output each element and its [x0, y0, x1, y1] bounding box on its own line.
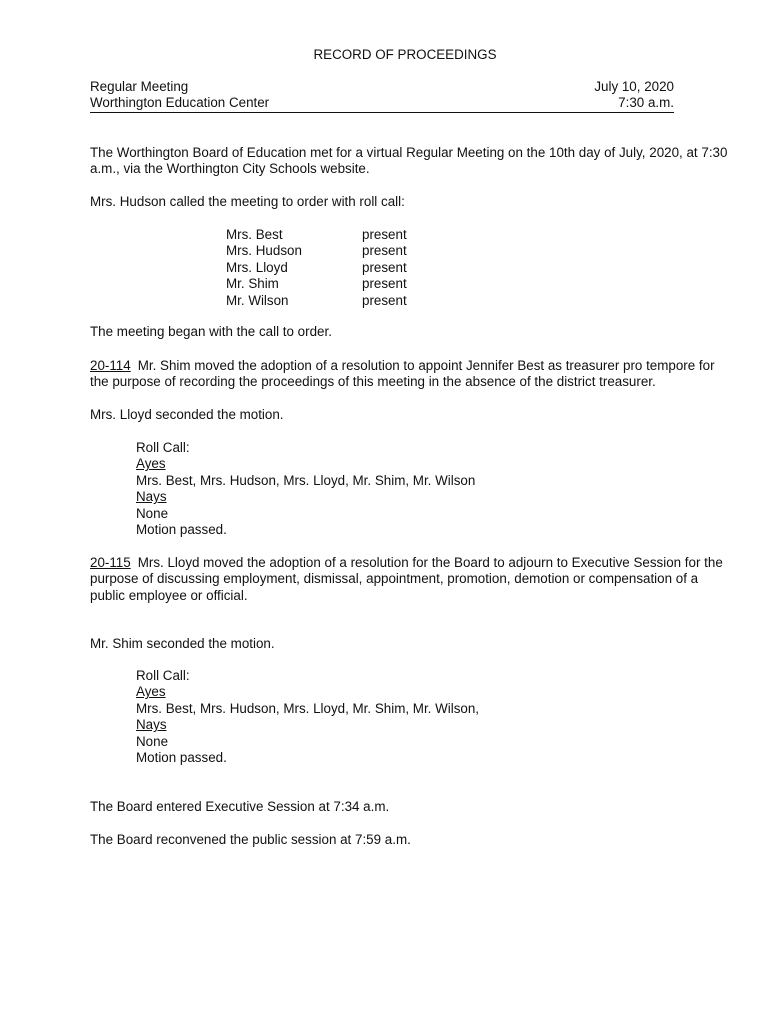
roll-call-row	[226, 293, 407, 309]
motion-result: Motion passed.	[136, 521, 227, 537]
nays-members: None	[136, 505, 169, 521]
resolution-number: 20-114	[90, 358, 131, 373]
meeting-type: Regular Meeting	[90, 79, 189, 94]
roll-call-row	[226, 243, 407, 259]
member-name: Mr. Wilson	[226, 292, 289, 308]
nays-label: Nays	[136, 489, 167, 505]
meeting-date: July 10, 2020	[594, 79, 674, 94]
nays-members: None	[136, 733, 169, 749]
member-name: Mrs. Lloyd	[226, 259, 288, 275]
call-to-order: Mrs. Hudson called the meeting to order with roll call:	[90, 194, 405, 209]
ayes-label: Ayes	[136, 684, 166, 700]
resolution-text: Mrs. Lloyd moved the adoption of a resolution for the Board to adjourn to Executive Session for the purpose of discussing employment, dismissal, appointment, promotion, demotion or compensation of a public employee or official.	[90, 555, 723, 603]
member-status: present	[362, 243, 407, 259]
member-name: Mrs. Hudson	[226, 243, 302, 259]
roll-call-row	[226, 227, 407, 243]
roll-call-label: Roll Call:	[136, 668, 190, 683]
ayes-members: Mrs. Best, Mrs. Hudson, Mrs. Lloyd, Mr. Shim, Mr. Wilson,	[136, 700, 480, 716]
member-name: Mr. Shim	[226, 276, 279, 292]
roll-call-vote	[136, 668, 479, 766]
member-status: present	[362, 276, 407, 292]
roll-call-row	[226, 276, 407, 292]
meeting-location: Worthington Education Center	[90, 95, 270, 111]
resolution-number: 20-115	[90, 555, 131, 570]
roll-call-row	[226, 260, 407, 276]
member-status: present	[362, 292, 407, 308]
executive-session-entry: The Board entered Executive Session at 7:34 a.m.	[90, 799, 390, 814]
member-status: present	[362, 227, 407, 242]
resolution-text: Mr. Shim moved the adoption of a resolution to appoint Jennifer Best as treasurer pro tempore for the purpose of recording the proceedings of this meeting in the absence of the district treasurer.	[90, 358, 715, 390]
member-status: present	[362, 259, 407, 275]
meeting-header	[90, 79, 674, 113]
meeting-time: 7:30 a.m.	[618, 95, 674, 111]
roll-call-list	[226, 227, 407, 309]
resolution-paragraph	[90, 358, 730, 391]
ayes-members: Mrs. Best, Mrs. Hudson, Mrs. Lloyd, Mr. Shim, Mr. Wilson	[136, 472, 476, 488]
intro-paragraph: The Worthington Board of Education met for a virtual Regular Meeting on the 10th day of July, 2020, at 7:30 a.m., via the Worthington City Schools website.	[90, 145, 728, 177]
meeting-began: The meeting began with the call to order.	[90, 324, 332, 339]
public-session-reconvened: The Board reconvened the public session at 7:59 a.m.	[90, 832, 411, 847]
document-title: RECORD OF PROCEEDINGS	[313, 47, 497, 62]
motion-result: Motion passed.	[136, 749, 227, 765]
resolution-paragraph	[90, 555, 730, 604]
roll-call-vote	[136, 440, 475, 538]
ayes-label: Ayes	[136, 456, 166, 472]
motion-second: Mrs. Lloyd seconded the motion.	[90, 407, 284, 422]
roll-call-label: Roll Call:	[136, 440, 190, 455]
nays-label: Nays	[136, 717, 167, 733]
motion-second: Mr. Shim seconded the motion.	[90, 636, 275, 651]
member-name: Mrs. Best	[226, 227, 283, 242]
